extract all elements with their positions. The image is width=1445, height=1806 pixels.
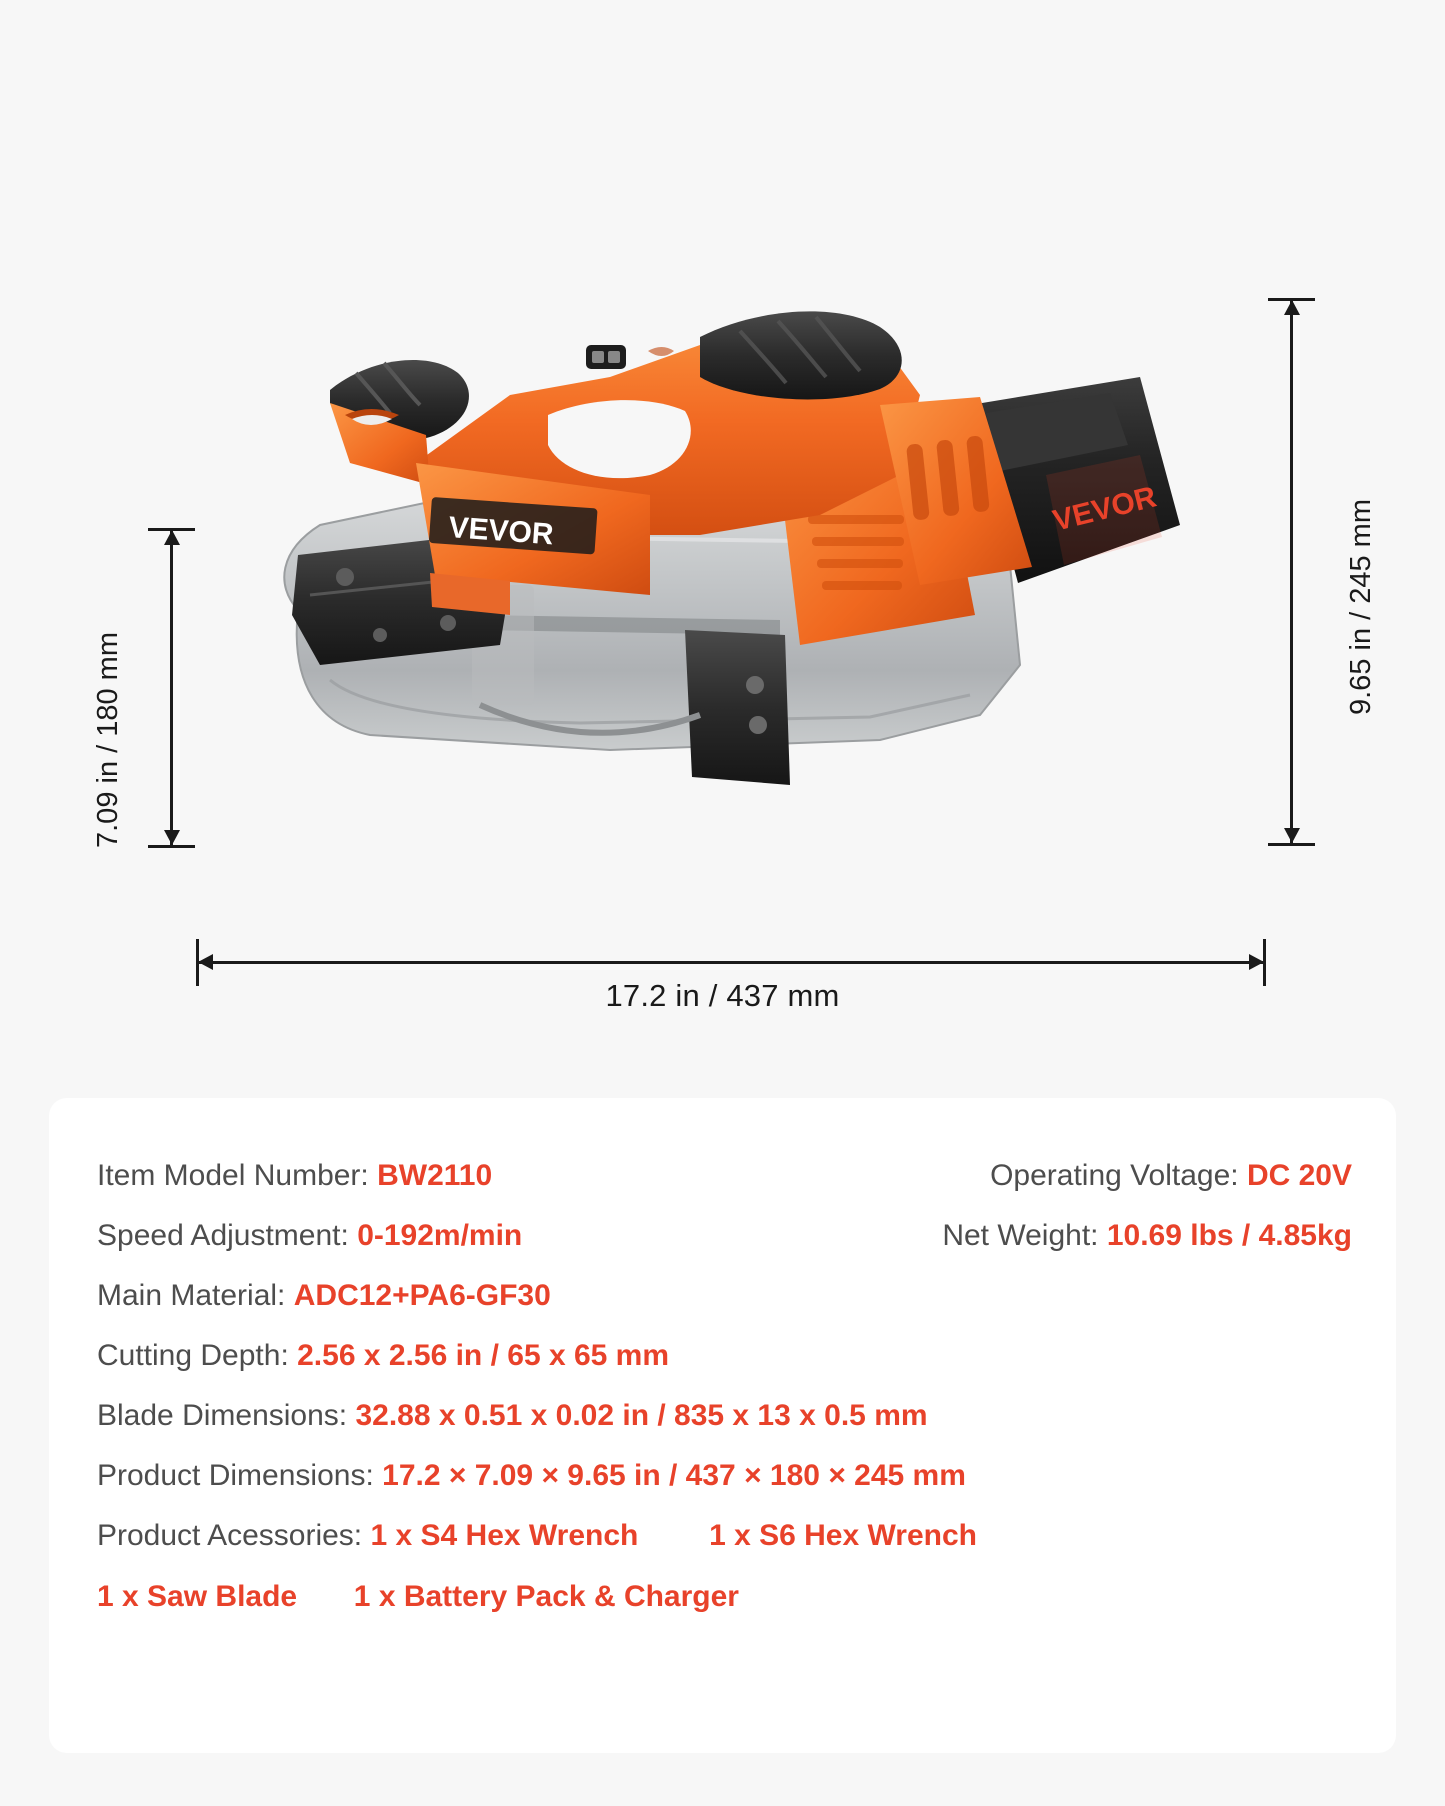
- spec-row-model-voltage: [97, 1146, 1352, 1206]
- spec-weight-label: Net Weight:: [942, 1219, 1099, 1252]
- spec-product-dim-label: Product Dimensions:: [97, 1459, 374, 1492]
- dimension-label-blade-height: [92, 632, 308, 878]
- spec-accessory-1: 1 x S4 Hex Wrench: [370, 1519, 639, 1552]
- spec-model: [97, 1146, 492, 1206]
- specifications-card: [49, 1098, 1396, 1753]
- spec-material-label: Main Material:: [97, 1279, 286, 1312]
- dimension-arrow-down: [164, 830, 180, 845]
- spec-row-accessories: [97, 1506, 1352, 1566]
- dimension-line: [1290, 298, 1293, 846]
- spec-weight: [942, 1206, 1352, 1266]
- dimension-line-height-total: [1262, 298, 1322, 846]
- spec-voltage-label: Operating Voltage:: [990, 1159, 1239, 1192]
- dimension-line: [170, 528, 173, 848]
- spec-voltage-value: DC 20V: [1246, 1159, 1352, 1192]
- spec-row-product-dimensions: [97, 1446, 1352, 1506]
- spec-cutting-depth-label: Cutting Depth:: [97, 1339, 289, 1372]
- spec-accessory-4: 1 x Battery Pack & Charger: [353, 1580, 739, 1613]
- dimension-line-height-blade: [140, 528, 200, 848]
- dimension-cap-bottom: [1268, 843, 1315, 846]
- dimension-arrow-down: [1284, 828, 1300, 843]
- spec-model-label: Item Model Number:: [97, 1159, 369, 1192]
- spec-row-accessories-continued: [97, 1566, 1352, 1628]
- dimension-label-blade-height-text: 7.09 in / 180 mm: [92, 632, 124, 848]
- spec-material-value: ADC12+PA6-GF30: [293, 1279, 551, 1312]
- spec-speed: [97, 1206, 522, 1266]
- spec-row-speed-weight: [97, 1206, 1352, 1266]
- spec-row-cutting-depth: [97, 1326, 1352, 1386]
- spec-accessories-label: Product Acessories:: [97, 1519, 363, 1552]
- spec-weight-value: 10.69 lbs / 4.85kg: [1106, 1219, 1352, 1252]
- dimension-arrow-left: [198, 954, 213, 970]
- brand-logo-front: VEVOR: [447, 511, 555, 552]
- spec-accessory-2: 1 x S6 Hex Wrench: [709, 1519, 977, 1552]
- battery-pack: [880, 377, 1180, 585]
- dimension-label-width: 17.2 in / 437 mm: [605, 978, 840, 1013]
- spec-blade-dim-label: Blade Dimensions:: [97, 1399, 348, 1432]
- spec-model-value: BW2110: [377, 1159, 493, 1192]
- dimension-arrow-right: [1249, 954, 1264, 970]
- spec-speed-label: Speed Adjustment:: [97, 1219, 349, 1252]
- brand-logo-battery: VEVOR: [1049, 480, 1160, 538]
- spec-cutting-depth-value: 2.56 x 2.56 in / 65 x 65 mm: [297, 1339, 670, 1372]
- front-fence-bracket: [685, 630, 790, 785]
- spec-row-material: [97, 1266, 1352, 1326]
- product-illustration: [180, 285, 1270, 855]
- spec-speed-value: 0-192m/min: [357, 1219, 523, 1252]
- spec-accessory-3: 1 x Saw Blade: [97, 1580, 298, 1613]
- dimension-arrow-up: [1284, 300, 1300, 315]
- spec-product-dim-value: 17.2 × 7.09 × 9.65 in / 437 × 180 × 245 mm: [382, 1459, 966, 1492]
- dimension-label-total-height: [1345, 499, 1445, 745]
- spec-voltage: [990, 1146, 1352, 1206]
- specifications-list: [97, 1146, 1352, 1628]
- dimension-arrow-up: [164, 530, 180, 545]
- spec-blade-dim-value: 32.88 x 0.51 x 0.02 in / 835 x 13 x 0.5 mm: [355, 1399, 928, 1432]
- dimension-label-total-height-text: 9.65 in / 245 mm: [1345, 499, 1377, 715]
- spec-row-blade-dimensions: [97, 1386, 1352, 1446]
- dimension-line: [196, 961, 1266, 964]
